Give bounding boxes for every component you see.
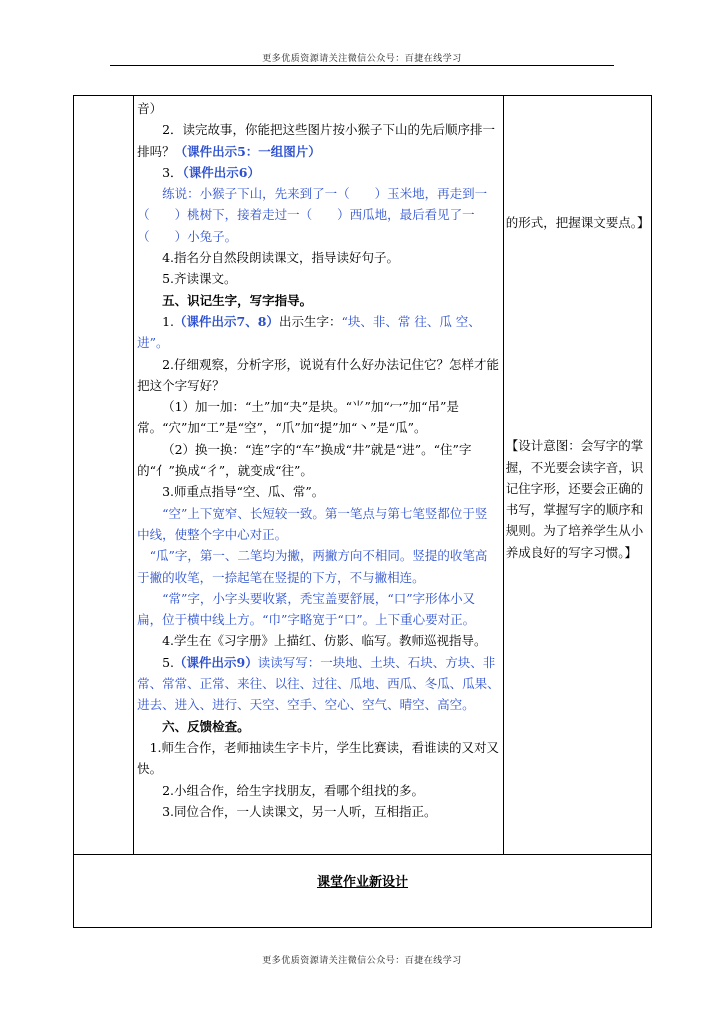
note-continuation: 的形式，把握课文要点。】 (505, 215, 650, 230)
line-continuation: 音） (137, 101, 163, 116)
item-pair-work: 3.同位合作，一人读课文，另一人听，互相指正。 (162, 803, 437, 819)
header-rule (110, 65, 614, 66)
page-footer: 更多优质资源请关注微信公众号：百捷在线学习 (262, 956, 462, 966)
homework-title-cell (74, 855, 652, 928)
item-text: 出示生字： (278, 313, 342, 329)
guide-gua: “瓜”字，第一、二笔均为撇，两撇方向不相同。竖提的收笔高于撇的收笔，一捺起笔在竖提的下方，不与撇相连。 (137, 548, 488, 585)
courseware-note: （课件出示5：一组图片） (174, 143, 321, 159)
lesson-content-cell (134, 96, 504, 855)
left-cell (74, 96, 134, 855)
item-read-together: 5.齐读课文。 (162, 271, 237, 287)
item-show-characters (137, 311, 500, 354)
item-read-write (137, 652, 500, 716)
homework-row (74, 855, 652, 928)
section-heading-6: 六、反馈检查。 (162, 718, 250, 734)
item-read-paragraphs: 4.指名分自然段朗读课文，指导读好句子。 (162, 250, 400, 266)
item-number: 5. (162, 654, 175, 670)
item-observe: 2.仔细观察，分析字形，说说有什么好办法记住它？怎样才能把这个字写好？ (137, 356, 500, 393)
design-intent-note: 【设计意图：会写字的掌握，不光要会读字音，识记住字形，还要会正确的书写，掌握写字的顺序和规则。为了培养学生从小养成良好的写字习惯。】 (505, 438, 644, 560)
item-group-work: 2.小组合作，给生字找朋友，看哪个组找的多。 (162, 782, 425, 798)
courseware-note: （课件出示6） (182, 164, 260, 180)
item-key-guidance: 3.师重点指导“空、瓜、常”。 (162, 484, 325, 500)
homework-title: 课堂作业新设计 (316, 875, 408, 890)
content-row (74, 96, 652, 855)
notes-spacer (506, 96, 649, 212)
section-heading-5: 五、识记生字，写字指导。 (162, 292, 313, 308)
lesson-table (73, 95, 652, 928)
courseware-note: （课件出示7、8） (174, 313, 279, 329)
practice-speaking: 练说：小猴子下山，先来到了一（ ）玉米地，再走到一（ ）桃树下，接着走过一（ ）西瓜地，最后看见了一（ ）小兔子。 (137, 186, 488, 244)
item-order-pictures (137, 119, 500, 162)
courseware-note: （课件出示9） (174, 654, 258, 670)
method-add: （1）加一加：“土”加“夬”是块。“⺌”加“冖”加“吊”是常。“穴”加“工”是“空”，“爪”加“提”加“丶”是“瓜”。 (137, 399, 459, 436)
item-number: 3． (162, 164, 183, 180)
item-teacher-student: 1.师生合作，老师抽读生字卡片，学生比赛读，看谁读的又对又快。 (137, 739, 500, 777)
notes-spacer (506, 233, 649, 435)
item-practice-writing: 4.学生在《习字册》上描红、仿影、临写。教师巡视指导。 (162, 633, 487, 649)
character-list: “块、非、常 往、瓜 空、进”。 (137, 313, 481, 351)
notes-cell (503, 96, 651, 855)
item-number: 1. (162, 313, 175, 329)
word-list: 读读写写：一块地、土块、石块、方块、非常、常常、正常、来往、以往、过往、瓜地、西瓜、冬瓜、瓜果、进去、进入、进行、天空、空手、空心、空气、晴空、高空。 (137, 654, 500, 713)
item-text: 2．读完故事，你能把这些图片按小猴子下山的先后顺序排一排吗？ (137, 122, 496, 159)
method-replace: （2）换一换：“连”字的“车”换成“井”就是“进”。“住”字的“亻”换成“彳”，就变成“往”。 (137, 441, 472, 479)
guide-kong: “空”上下宽窄、长短较一致。第一笔点与第七笔竖都位于竖中线，使整个字中心对正。 (137, 505, 488, 542)
item-courseware-6 (137, 162, 500, 183)
guide-chang: “常”字，小字头要收紧，秃宝盖要舒展，“口”字形体小又扁，位于横中线上方。“巾”字略宽于“口”。上下重心要对正。 (137, 590, 476, 628)
page-header: 更多优质资源请关注微信公众号：百捷在线学习 (262, 54, 462, 64)
